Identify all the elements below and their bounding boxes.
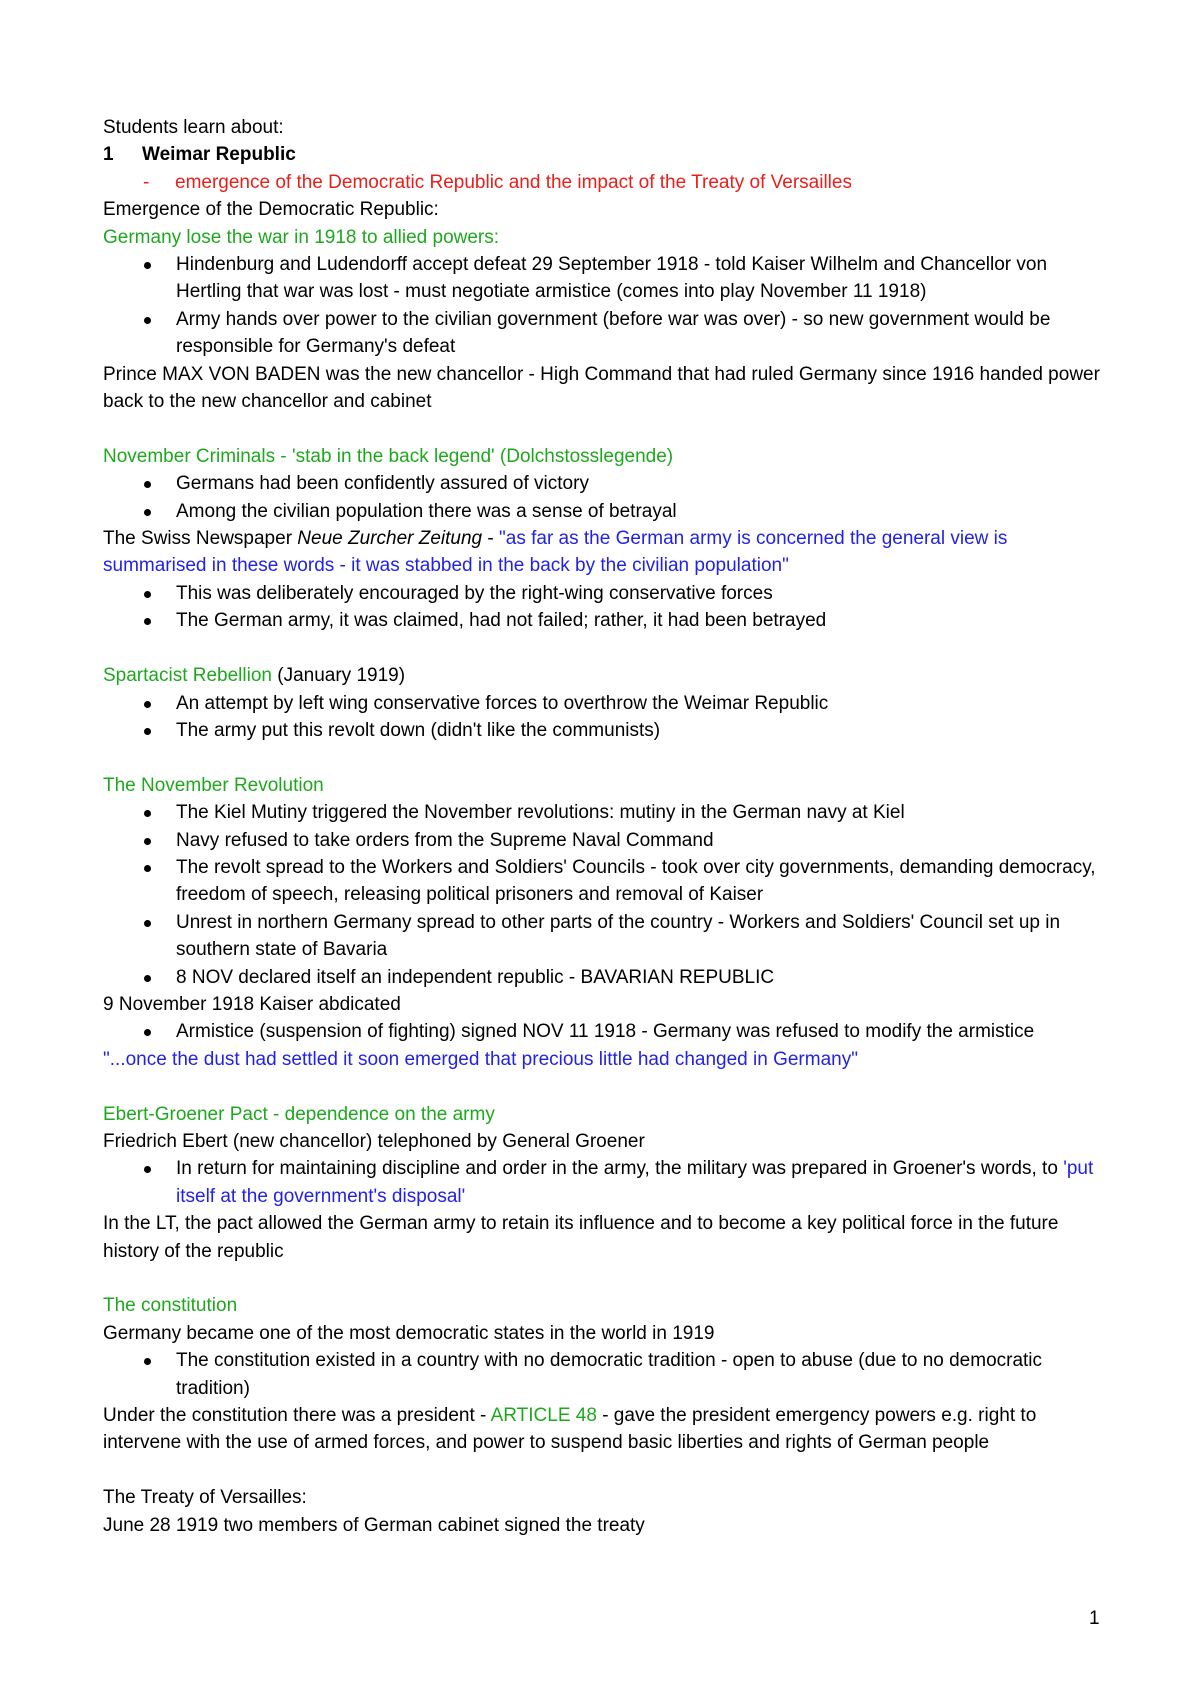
heading-number: 1 xyxy=(103,144,114,166)
bullet-icon xyxy=(144,481,151,488)
page-number: 1 xyxy=(1089,1608,1100,1629)
s2-bullet-list-a xyxy=(103,470,1103,525)
bullet-icon xyxy=(144,810,151,817)
s6-paragraph: Germany became one of the most democratic states in the world in 1919 xyxy=(103,1322,715,1344)
s6-paragraph-2: Under the constitution there was a president - ARTICLE 48 - gave the president emergency powers e.g. right to intervene with the use of armed forces, and power to suspend basic liberties and rights of German people xyxy=(103,1405,1037,1454)
document-body xyxy=(103,114,1103,1539)
groener-quote: 'put itself at the government's disposal' xyxy=(176,1158,1094,1207)
list-item: Armistice (suspension of fighting) signed NOV 11 1918 - Germany was refused to modify the armistice xyxy=(103,1018,1103,1045)
s5-bullet-list xyxy=(103,1155,1103,1210)
list-item: Army hands over power to the civilian government (before war was over) - so new government would be responsible for Germany's defeat xyxy=(103,306,1103,361)
list-item: 8 NOV declared itself an independent republic - BAVARIAN REPUBLIC xyxy=(103,964,1103,991)
s4-quote: "...once the dust had settled it soon emerged that precious little had changed in Germany" xyxy=(103,1048,858,1070)
s6-title: The constitution xyxy=(103,1295,238,1317)
list-item: The German army, it was claimed, had not failed; rather, it had been betrayed xyxy=(103,607,1103,634)
list-item: The Kiel Mutiny triggered the November revolutions: mutiny in the German navy at Kiel xyxy=(103,799,1103,826)
list-item: Among the civilian population there was a sense of betrayal xyxy=(103,498,1103,525)
s7-title: The Treaty of Versailles: xyxy=(103,1487,307,1509)
list-item: Unrest in northern Germany spread to other parts of the country - Workers and Soldiers' Council set up in southern state of Bavaria xyxy=(103,909,1103,964)
bullet-icon xyxy=(144,618,151,625)
list-item: An attempt by left wing conservative forces to overthrow the Weimar Republic xyxy=(103,690,1103,717)
bullet-icon xyxy=(144,262,151,269)
s3-title: Spartacist Rebellion (January 1919) xyxy=(103,665,406,687)
bullet-icon xyxy=(144,728,151,735)
s4-bullet-list xyxy=(103,799,1103,991)
list-item: The revolt spread to the Workers and Soldiers' Councils - took over city governments, demanding democracy, freedom of speech, releasing political prisoners and removal of Kaiser xyxy=(103,854,1103,909)
newspaper-quote: "as far as the German army is concerned the general view is summarised in these words - it was stabbed in the back by the civilian population" xyxy=(103,528,1008,577)
list-item: Hindenburg and Ludendorff accept defeat 29 September 1918 - told Kaiser Wilhelm and Chancellor von Hertling that war was lost - must negotiate armistice (comes into play November 11 1918) xyxy=(103,251,1103,306)
s2-bullet-list-b xyxy=(103,580,1103,635)
bullet-icon xyxy=(144,1358,151,1365)
dash-item-text: emergence of the Democratic Republic and the impact of the Treaty of Versailles xyxy=(175,171,852,193)
s4-title: The November Revolution xyxy=(103,774,324,796)
s4-bullet-list-b xyxy=(103,1018,1103,1045)
dash-marker: - xyxy=(143,171,150,193)
list-item: Navy refused to take orders from the Supreme Naval Command xyxy=(103,827,1103,854)
intro-text: Students learn about: xyxy=(103,117,284,138)
s1-paragraph: Prince MAX VON BADEN was the new chancellor - High Command that had ruled Germany since 1916 handed power back to the new chancellor and cabinet xyxy=(103,363,1100,413)
bullet-icon xyxy=(144,975,151,982)
list-item: Germans had been confidently assured of victory xyxy=(103,470,1103,497)
article-48: ARTICLE 48 xyxy=(490,1405,597,1427)
s5-paragraph-2: In the LT, the pact allowed the German army to retain its influence and to become a key political force in the future history of the republic xyxy=(103,1213,1059,1262)
s6-bullet-list xyxy=(103,1347,1103,1402)
list-item: This was deliberately encouraged by the right-wing conservative forces xyxy=(103,580,1103,607)
s1-title: Emergence of the Democratic Republic: xyxy=(103,199,439,221)
s7-paragraph: June 28 1919 two members of German cabinet signed the treaty xyxy=(103,1514,645,1536)
s3-bullet-list xyxy=(103,690,1103,745)
bullet-icon xyxy=(144,701,151,708)
list-item: The army put this revolt down (didn't like the communists) xyxy=(103,717,1103,744)
bullet-icon xyxy=(144,1166,151,1173)
bullet-icon xyxy=(144,509,151,516)
s5-paragraph: Friedrich Ebert (new chancellor) telephoned by General Groener xyxy=(103,1130,645,1152)
bullet-icon xyxy=(144,591,151,598)
section-heading xyxy=(103,141,1103,168)
heading-title: Weimar Republic xyxy=(142,144,296,166)
bullet-icon xyxy=(144,865,151,872)
bullet-icon xyxy=(144,920,151,927)
list-item: The constitution existed in a country with no democratic tradition - open to abuse (due to no democratic tradition) xyxy=(103,1347,1103,1402)
s1-subtitle: Germany lose the war in 1918 to allied powers: xyxy=(103,226,500,248)
list-item: In return for maintaining discipline and order in the army, the military was prepared in Groener's words, to 'put itself at the government's disposal' xyxy=(103,1155,1103,1210)
s2-title: November Criminals - 'stab in the back legend' (Dolchstosslegende) xyxy=(103,445,674,467)
dash-list-item xyxy=(103,169,1103,196)
s5-title: Ebert-Groener Pact - dependence on the army xyxy=(103,1103,495,1125)
bullet-icon xyxy=(144,838,151,845)
bullet-icon xyxy=(144,317,151,324)
newspaper-name: Neue Zurcher Zeitung xyxy=(297,528,483,550)
s4-paragraph: 9 November 1918 Kaiser abdicated xyxy=(103,993,401,1015)
bullet-icon xyxy=(144,1029,151,1036)
s2-quote-paragraph: The Swiss Newspaper Neue Zurcher Zeitung - "as far as the German army is concerned the general view is summarised in these words - it was stabbed in the back by the civilian population" xyxy=(103,528,1008,577)
s1-bullet-list xyxy=(103,251,1103,361)
